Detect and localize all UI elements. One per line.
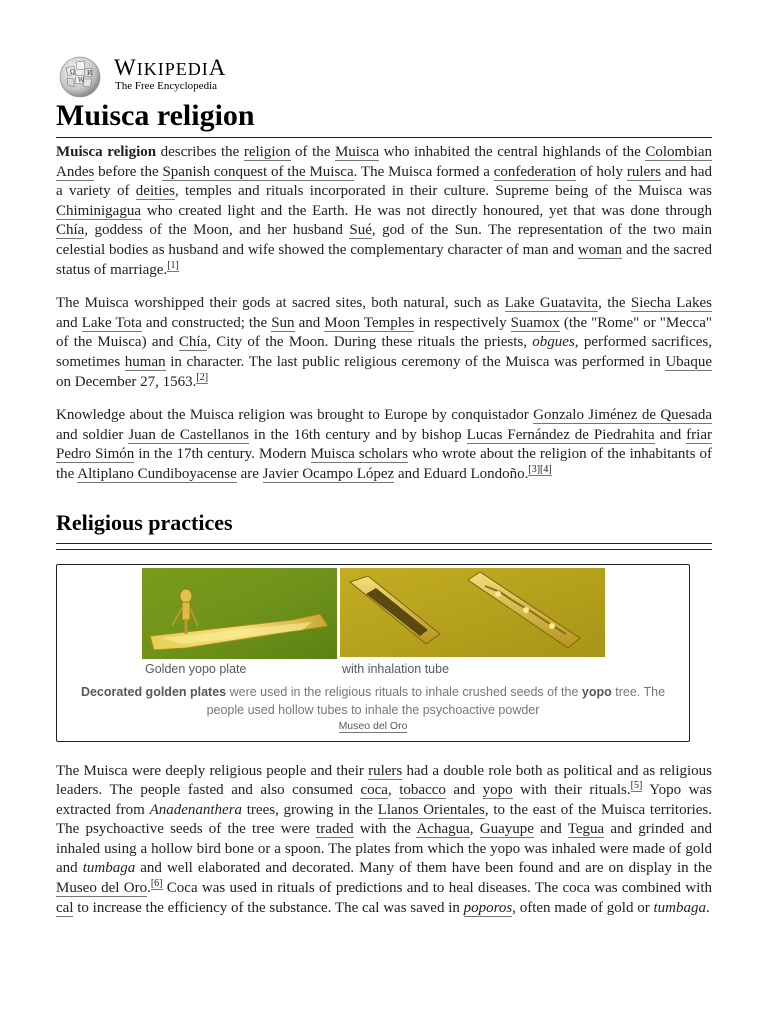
reference-link[interactable]: [3] bbox=[528, 463, 541, 475]
link-chia[interactable]: Chía bbox=[56, 222, 85, 239]
text: who wrote about the religion of the inhabitants of the bbox=[56, 446, 712, 482]
intro-paragraph bbox=[56, 143, 712, 280]
link-juan-de-castellanos[interactable]: Juan de Castellanos bbox=[128, 426, 249, 443]
text: who created light and the Earth. He was not directly honoured, yet that was done through bbox=[141, 202, 712, 219]
text: and constructed; the bbox=[141, 314, 272, 331]
link-javier-ocampo[interactable]: Javier Ocampo López bbox=[262, 465, 395, 482]
link-lucas-fernandez[interactable]: Lucas Fernández de Piedrahita bbox=[466, 426, 655, 443]
caption-text: tree. The people used hollow tubes to inhale the psychoactive powder bbox=[206, 684, 666, 717]
term-anadenanthera: Anadenanthera bbox=[149, 801, 243, 818]
text: who inhabited the central highlands of the bbox=[379, 144, 646, 160]
text: in character. The last public religious ceremony of the Muisca was performed in bbox=[165, 353, 666, 370]
text: , to the east of the Muisca territories. The psychoactive seeds of the tree were bbox=[56, 801, 712, 838]
link-lake-tota[interactable]: Lake Tota bbox=[81, 314, 142, 331]
text: , bbox=[469, 821, 480, 838]
text: . bbox=[147, 880, 151, 897]
caption-bold: Decorated golden plates bbox=[80, 684, 227, 699]
svg-text:Ω: Ω bbox=[70, 69, 75, 76]
text: and bbox=[654, 426, 687, 443]
text: and bbox=[445, 782, 483, 799]
link-suamox[interactable]: Suamox bbox=[510, 314, 560, 331]
text: Coca was used in rituals of predictions and to heal diseases. The coca was combined with bbox=[162, 880, 712, 897]
golden-yopo-plate-image[interactable] bbox=[142, 568, 337, 659]
link-cal[interactable]: cal bbox=[56, 899, 74, 916]
text: . bbox=[705, 899, 710, 916]
caption-text: were used in the religious rituals to inhale crushed seeds of the bbox=[226, 684, 582, 699]
text: in the 17th century. Modern bbox=[134, 446, 311, 463]
link-chiminigagua[interactable]: Chiminigagua bbox=[56, 202, 141, 219]
reference-link[interactable]: [2] bbox=[196, 371, 209, 383]
link-yopo[interactable]: yopo bbox=[482, 782, 513, 799]
text: and grinded and inhaled using a hollow bird bone or a spoon. The plates from which the yopo was inhaled were made of gold and bbox=[56, 821, 713, 877]
text: , often made of gold or bbox=[512, 899, 654, 916]
text: and soldier bbox=[56, 426, 129, 443]
text: with the bbox=[353, 821, 417, 838]
link-siecha-lakes[interactable]: Siecha Lakes bbox=[630, 295, 712, 312]
text: , City of the Moon. During these rituals the priests, bbox=[207, 334, 533, 351]
section-heading: Religious practices bbox=[56, 509, 712, 544]
svg-text:И: И bbox=[87, 70, 93, 77]
text: and bbox=[294, 314, 325, 331]
text: on December 27, 1563. bbox=[56, 373, 197, 390]
link-museo-del-oro[interactable]: Museo del Oro bbox=[56, 880, 148, 897]
text: had a double role both as political and as religious leaders. The people fasted and also consumed bbox=[56, 762, 712, 799]
wikipedia-wordmark[interactable] bbox=[114, 56, 226, 81]
text: in respectively bbox=[414, 314, 511, 331]
text: , god of the Sun. The representation of the two main celestial bodies as husband and wife showed the complementary character of man and bbox=[56, 222, 712, 258]
article-body bbox=[56, 143, 712, 932]
link-spanish-conquest[interactable]: Spanish conquest of the Muisca bbox=[162, 163, 354, 180]
site-tagline: The Free Encyclopedia bbox=[115, 80, 218, 92]
wordmark-w: W bbox=[114, 55, 137, 80]
text: in the 16th century and by bishop bbox=[248, 426, 467, 443]
image-caption-tube: with inhalation tube bbox=[342, 661, 450, 676]
link-rulers[interactable]: rulers bbox=[626, 163, 662, 180]
text: , the bbox=[598, 295, 631, 312]
inhalation-tube-image[interactable] bbox=[340, 568, 605, 657]
text: The Muisca were deeply religious people and their bbox=[56, 762, 369, 779]
text: describes the bbox=[156, 144, 244, 160]
gallery-caption bbox=[67, 683, 679, 719]
term-obgues: obgues bbox=[532, 334, 575, 351]
link-ubaque[interactable]: Ubaque bbox=[665, 353, 712, 370]
text: with their rituals. bbox=[512, 782, 631, 799]
link-guayupe[interactable]: Guayupe bbox=[479, 821, 534, 838]
reference-link[interactable]: [5] bbox=[630, 780, 643, 792]
text: are bbox=[236, 465, 263, 482]
text: and Eduard Londoño. bbox=[394, 465, 529, 482]
caption-bold: yopo bbox=[581, 684, 612, 699]
link-coca[interactable]: coca bbox=[360, 782, 388, 799]
svg-text:W: W bbox=[78, 77, 85, 84]
reference-1[interactable] bbox=[167, 260, 179, 272]
link-human[interactable]: human bbox=[124, 353, 166, 370]
knowledge-paragraph bbox=[56, 406, 712, 484]
link-rulers[interactable]: rulers bbox=[368, 762, 403, 779]
text: and had a variety of bbox=[56, 163, 712, 200]
text: before the bbox=[94, 163, 163, 180]
text: Knowledge about the Muisca religion was brought to Europe by conquistador bbox=[56, 407, 534, 424]
page-title: Muisca religion bbox=[56, 96, 712, 138]
text: (the "Rome" or "Mecca" of the Muisca) and bbox=[56, 314, 712, 351]
link-colombian-andes[interactable]: Colombian Andes bbox=[56, 144, 712, 180]
reference-2[interactable] bbox=[196, 372, 208, 384]
text: of holy bbox=[576, 163, 627, 180]
wordmark-a: A bbox=[208, 55, 227, 80]
text: of the bbox=[290, 144, 335, 160]
link-muisca-scholars[interactable]: Muisca scholars bbox=[310, 446, 408, 463]
reference-link[interactable]: [1] bbox=[167, 259, 179, 271]
link-sun[interactable]: Sun bbox=[271, 314, 295, 331]
link-woman[interactable]: woman bbox=[577, 241, 623, 258]
link-sue[interactable]: Sué bbox=[349, 222, 372, 239]
image-caption-plate: Golden yopo plate bbox=[145, 661, 247, 676]
text: and the sacred status of marriage. bbox=[56, 241, 712, 278]
link-confederation[interactable]: confederation bbox=[493, 163, 577, 180]
link-llanos-orientales[interactable]: Llanos Orientales bbox=[377, 801, 485, 818]
reference-3[interactable] bbox=[528, 464, 540, 476]
link-muisca[interactable]: Muisca bbox=[334, 144, 380, 160]
link-achagua[interactable]: Achagua bbox=[416, 821, 470, 838]
text: , temples and rituals incorporated in their culture. Supreme being of the Muisca was bbox=[174, 183, 712, 200]
text: and bbox=[533, 821, 568, 838]
reference-link[interactable]: [4] bbox=[540, 463, 552, 475]
reference-4[interactable] bbox=[540, 464, 552, 476]
text: , bbox=[387, 782, 400, 799]
text: , goddess of the Moon, and her husband bbox=[84, 222, 350, 239]
link-poporos[interactable]: poporos bbox=[463, 899, 513, 916]
worship-paragraph bbox=[56, 294, 712, 392]
term-tumbaga: tumbaga bbox=[653, 899, 706, 916]
text: , performed sacrifices, sometimes bbox=[56, 334, 713, 370]
link-deities[interactable]: deities bbox=[135, 183, 175, 200]
link-friar[interactable]: friar bbox=[686, 426, 712, 443]
reference-6[interactable] bbox=[151, 878, 163, 890]
text: trees, growing in the bbox=[242, 801, 378, 818]
link-chia-city[interactable]: Chía bbox=[178, 334, 208, 351]
link-altiplano[interactable]: Altiplano Cundiboyacense bbox=[77, 465, 237, 482]
image-gallery bbox=[56, 564, 690, 742]
link-moon-temples[interactable]: Moon Temples bbox=[324, 314, 415, 331]
link-gonzalo-jimenez[interactable]: Gonzalo Jiménez de Quesada bbox=[533, 407, 712, 424]
text: and bbox=[56, 314, 82, 331]
text: to increase the efficiency of the substance. The cal was saved in bbox=[73, 899, 464, 916]
link-pedro-simon[interactable]: Pedro Simón bbox=[56, 446, 135, 463]
link-traded[interactable]: traded bbox=[316, 821, 354, 838]
wikipedia-globe-icon[interactable] bbox=[56, 54, 104, 98]
link-religion[interactable]: religion bbox=[243, 144, 291, 160]
reference-link[interactable]: [6] bbox=[150, 878, 163, 890]
practices-paragraph bbox=[56, 762, 712, 919]
reference-5[interactable] bbox=[631, 780, 643, 792]
site-header bbox=[56, 54, 356, 98]
link-tegua[interactable]: Tegua bbox=[567, 821, 605, 838]
text: Yopo was extracted from bbox=[56, 782, 712, 818]
link-tobacco[interactable]: tobacco bbox=[399, 782, 446, 799]
text: and well elaborated and decorated. Many of them have been found and are on display in the bbox=[135, 860, 712, 877]
article-subject: Muisca religion bbox=[56, 144, 157, 160]
text: The Muisca worshipped their gods at sacred sites, both natural, such as bbox=[56, 295, 505, 312]
link-museo-del-oro-credit[interactable]: Museo del Oro bbox=[338, 719, 408, 732]
term-tumbaga: tumbaga bbox=[82, 860, 136, 877]
wordmark-rest: IKIPEDI bbox=[136, 59, 209, 79]
text: . The Muisca formed a bbox=[353, 163, 494, 180]
gallery-credit bbox=[57, 720, 689, 732]
link-lake-guatavita[interactable]: Lake Guatavita bbox=[504, 295, 599, 312]
